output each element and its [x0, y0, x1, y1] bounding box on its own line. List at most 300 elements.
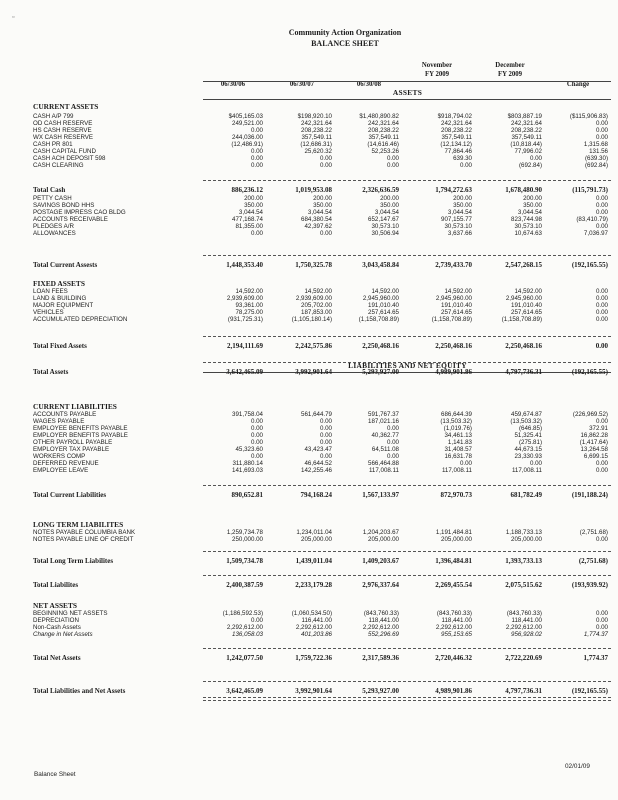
- row-label: FIXED ASSETS: [33, 279, 85, 288]
- cell-value: 187,021.16: [368, 418, 399, 425]
- section-title-assets: ASSETS: [392, 88, 423, 97]
- cell-value: 477,168.74: [232, 216, 263, 223]
- total-row: [0, 557, 618, 566]
- cell-value: 117,008.11: [368, 467, 399, 474]
- cell-value: 2,292,612.00: [295, 624, 332, 631]
- cell-value: (12,134.12): [440, 141, 472, 148]
- cell-value: 357,549.11: [368, 134, 399, 141]
- cell-value: 0.00: [250, 155, 263, 162]
- cell-value: 1,393,733.13: [505, 557, 542, 565]
- cell-value: (931,725.31): [227, 316, 263, 323]
- row-label: CASH PR 801: [33, 141, 73, 148]
- cell-value: 2,233,179.28: [295, 581, 332, 589]
- cell-value: 0.00: [386, 453, 399, 460]
- cell-value: 1,234,011.04: [296, 529, 332, 536]
- column-header-2008: [337, 71, 401, 89]
- footer-left: Balance Sheet: [34, 771, 76, 778]
- column-header-2006: [201, 71, 265, 89]
- column-header-november: [403, 61, 471, 79]
- cell-value: 0.00: [595, 342, 608, 350]
- section-title-liabilities: LIABILITIES AND NET EQUITY: [348, 361, 467, 370]
- row-label: LONG TERM LIABILITES: [33, 520, 124, 529]
- cell-value: 51,325.41: [514, 432, 542, 439]
- cell-value: (1,105,180.14): [291, 316, 332, 323]
- cell-value: (1,417.64): [579, 439, 608, 446]
- cell-value: 652,147.67: [368, 216, 399, 223]
- cell-value: 0.00: [595, 624, 608, 631]
- column-header-line1: November: [421, 62, 453, 69]
- cell-value: 0.00: [386, 155, 399, 162]
- cell-value: 205,000.00: [511, 536, 542, 543]
- section-heading-row: [0, 102, 618, 111]
- cell-value: 566,464.88: [368, 460, 399, 467]
- cell-value: $405,165.03: [228, 113, 263, 120]
- cell-value: 93,361.00: [235, 302, 263, 309]
- total-row: [0, 368, 618, 377]
- cell-value: 118,441.00: [441, 617, 472, 624]
- row-label: HS CASH RESERVE: [33, 127, 92, 134]
- row-label: CURRENT ASSETS: [33, 102, 99, 111]
- cell-value: 244,036.00: [232, 134, 263, 141]
- total-row: [0, 687, 618, 696]
- cell-value: 2,945,960.00: [435, 295, 472, 302]
- cell-value: 872,970.73: [440, 491, 472, 499]
- cell-value: 6,699.15: [583, 453, 608, 460]
- cell-value: 191,010.40: [511, 302, 542, 309]
- cell-value: 3,043,458.84: [362, 261, 399, 269]
- cell-value: 0.00: [319, 439, 332, 446]
- cell-value: 0.00: [319, 453, 332, 460]
- cell-value: (226,969.52): [572, 411, 608, 418]
- subtotal-rule: [203, 681, 611, 682]
- cell-value: 208,238.22: [511, 127, 542, 134]
- cell-value: 0.00: [250, 439, 263, 446]
- cell-value: 205,000.00: [301, 536, 332, 543]
- column-header-line2: 06/30/07: [289, 81, 315, 88]
- row-label: LOAN FEES: [33, 288, 68, 295]
- cell-value: 5,293,927.00: [362, 687, 399, 695]
- cell-value: 30,573.10: [444, 223, 472, 230]
- table-row: [0, 466, 618, 475]
- cell-value: 242,321.64: [441, 120, 472, 127]
- scan-mark: ▫: [12, 14, 15, 21]
- column-header-line1: [201, 71, 265, 80]
- cell-value: 14,592.00: [235, 288, 263, 295]
- cell-value: 1,774.37: [583, 654, 608, 662]
- row-label: PETTY CASH: [33, 195, 72, 202]
- cell-value: (12,686.31): [300, 141, 332, 148]
- cell-value: 684,380.54: [301, 216, 332, 223]
- cell-value: 2,739,433.70: [435, 261, 472, 269]
- cell-value: 0.00: [595, 288, 608, 295]
- table-row: [0, 229, 618, 238]
- row-label: Total Current Assests: [33, 261, 98, 269]
- cell-value: (1,158,708.89): [431, 316, 472, 323]
- row-label: NOTES PAYABLE COLUMBIA BANK: [33, 529, 136, 536]
- cell-value: 118,441.00: [368, 617, 399, 624]
- cell-value: 2,400,387.59: [226, 581, 263, 589]
- cell-value: 2,547,268.15: [505, 261, 542, 269]
- cell-value: 13,264.58: [580, 446, 608, 453]
- row-label: POSTAGE IMPRESS CAO BLDG: [33, 209, 126, 216]
- row-label: CASH CAPITAL FUND: [33, 148, 96, 155]
- row-label: NET ASSETS: [33, 601, 78, 610]
- double-underline: [203, 697, 611, 701]
- total-row: [0, 654, 618, 663]
- row-label: DEPRECIATION: [33, 617, 79, 624]
- cell-value: 0.00: [595, 309, 608, 316]
- cell-value: 1,315.68: [583, 141, 608, 148]
- cell-value: 0.00: [319, 230, 332, 237]
- cell-value: (843,760.33): [363, 610, 399, 617]
- cell-value: 1,509,734.78: [226, 557, 263, 565]
- cell-value: 0.00: [250, 453, 263, 460]
- cell-value: (1,019.76): [443, 425, 472, 432]
- cell-value: 40,362.77: [371, 432, 399, 439]
- cell-value: 0.00: [319, 425, 332, 432]
- cell-value: 77,996.02: [514, 148, 542, 155]
- cell-value: 0.00: [250, 230, 263, 237]
- row-label: WX CASH RESERVE: [33, 134, 94, 141]
- cell-value: 0.00: [595, 418, 608, 425]
- cell-value: 14,592.00: [304, 288, 332, 295]
- table-row: [0, 315, 618, 324]
- cell-value: 208,238.22: [368, 127, 399, 134]
- row-label: DEFERRED REVENUE: [33, 460, 99, 467]
- cell-value: 0.00: [250, 617, 263, 624]
- cell-value: 2,250,468.16: [505, 342, 542, 350]
- cell-value: 200.00: [453, 195, 472, 202]
- cell-value: 0.00: [250, 148, 263, 155]
- cell-value: 257,614.65: [511, 309, 542, 316]
- cell-value: (192,165.55): [571, 368, 608, 376]
- cell-value: 257,614.65: [441, 309, 472, 316]
- cell-value: 16,631.78: [444, 453, 472, 460]
- table-row: [0, 161, 618, 170]
- cell-value: 0.00: [319, 155, 332, 162]
- cell-value: 372.91: [589, 425, 608, 432]
- cell-value: 3,044.54: [374, 209, 399, 216]
- column-header-line1: December: [495, 62, 525, 69]
- cell-value: 591,767.37: [368, 411, 399, 418]
- cell-value: 0.00: [529, 460, 542, 467]
- row-label: ACCOUNTS PAYABLE: [33, 411, 97, 418]
- sheet-title: BALANCE SHEET: [311, 39, 379, 48]
- cell-value: 200.00: [244, 195, 263, 202]
- subtotal-rule: [203, 551, 611, 552]
- row-label: NOTES PAYABLE LINE OF CREDIT: [33, 536, 134, 543]
- cell-value: 823,744.98: [511, 216, 542, 223]
- cell-value: 242,321.64: [368, 120, 399, 127]
- cell-value: 0.00: [595, 617, 608, 624]
- cell-value: (639.30): [584, 155, 608, 162]
- row-label: Total Fixed Assets: [33, 342, 87, 350]
- cell-value: (646.85): [518, 425, 542, 432]
- subtotal-rule: [203, 336, 611, 337]
- cell-value: (1,158,708.89): [501, 316, 542, 323]
- cell-value: (1,060,534.50): [291, 610, 332, 617]
- cell-value: 0.00: [595, 467, 608, 474]
- cell-value: (692.84): [584, 162, 608, 169]
- cell-value: (2,751.68): [578, 557, 608, 565]
- cell-value: 200.00: [380, 195, 399, 202]
- column-header-2007: [269, 71, 335, 89]
- cell-value: 42,397.62: [304, 223, 332, 230]
- row-label: CASH ACH DEPOSIT 598: [33, 155, 106, 162]
- cell-value: 0.00: [250, 425, 263, 432]
- cell-value: (1,186,592.53): [222, 610, 263, 617]
- cell-value: 116,441.00: [301, 617, 332, 624]
- cell-value: 1,678,480.90: [505, 186, 542, 194]
- row-label: Total Liabilities and Net Assets: [33, 687, 126, 695]
- cell-value: 2,722,220.69: [505, 654, 542, 662]
- cell-value: 142,255.46: [301, 467, 332, 474]
- cell-value: 14,592.00: [371, 288, 399, 295]
- cell-value: 1,019,953.08: [295, 186, 332, 194]
- cell-value: 191,010.40: [441, 302, 472, 309]
- column-header-line2: 06/30/06: [220, 81, 246, 88]
- cell-value: 23,330.93: [514, 453, 542, 460]
- cell-value: 34,461.13: [444, 432, 472, 439]
- cell-value: 43,423.47: [304, 446, 332, 453]
- cell-value: 1,448,353.40: [226, 261, 263, 269]
- cell-value: 187,853.00: [301, 309, 332, 316]
- cell-value: 200.00: [523, 195, 542, 202]
- cell-value: 350.00: [380, 202, 399, 209]
- subtotal-rule: [203, 575, 611, 576]
- row-label: Total Long Term Liabilites: [33, 557, 114, 565]
- cell-value: 0.00: [459, 162, 472, 169]
- row-label: VEHICLES: [33, 309, 64, 316]
- column-header-line1: [547, 71, 609, 80]
- row-label: EMPLOYER BENEFITS PAYABLE: [33, 432, 128, 439]
- cell-value: 890,652.81: [231, 491, 263, 499]
- cell-value: 1,259,734.78: [226, 529, 263, 536]
- cell-value: 2,976,337.64: [362, 581, 399, 589]
- total-row: [0, 491, 618, 500]
- cell-value: 3,044.54: [238, 209, 263, 216]
- column-header-december: [476, 61, 544, 79]
- cell-value: 0.00: [319, 418, 332, 425]
- cell-value: 1,567,133.97: [362, 491, 399, 499]
- cell-value: 357,549.11: [301, 134, 332, 141]
- organization-name: Community Action Organization: [288, 28, 402, 37]
- cell-value: 2,194,111.69: [227, 342, 263, 350]
- cell-value: (192,165.55): [571, 261, 608, 269]
- cell-value: 0.00: [595, 127, 608, 134]
- section-rule: [203, 99, 611, 100]
- cell-value: 205,702.00: [301, 302, 332, 309]
- column-header-line2: FY 2009: [424, 71, 450, 78]
- cell-value: 459,674.87: [511, 411, 542, 418]
- cell-value: 0.00: [595, 302, 608, 309]
- cell-value: 686,644.39: [441, 411, 472, 418]
- table-row: [0, 535, 618, 544]
- column-header-line2: Change: [566, 81, 590, 88]
- row-label: Change in Net Assets: [33, 631, 93, 638]
- cell-value: 1,141.83: [447, 439, 472, 446]
- cell-value: 955,153.65: [441, 631, 472, 638]
- cell-value: 391,758.04: [232, 411, 263, 418]
- row-label: Total Liabilites: [33, 581, 79, 589]
- report-header: [230, 27, 460, 49]
- cell-value: 0.00: [595, 209, 608, 216]
- cell-value: 4,989,901.86: [435, 687, 472, 695]
- cell-value: (843,760.33): [436, 610, 472, 617]
- cell-value: 2,945,960.00: [505, 295, 542, 302]
- cell-value: 1,191,484.81: [435, 529, 472, 536]
- cell-value: 131.56: [589, 148, 608, 155]
- cell-value: 2,242,575.86: [295, 342, 332, 350]
- row-label: EMPLOYEE BENEFITS PAYABLE: [33, 425, 128, 432]
- row-label: EMPLOYEE LEAVE: [33, 467, 89, 474]
- total-row: [0, 581, 618, 590]
- cell-value: 3,637.66: [447, 230, 472, 237]
- cell-value: 2,939,609.00: [226, 295, 263, 302]
- row-label: WAGES PAYABLE: [33, 418, 85, 425]
- cell-value: 907,155.77: [441, 216, 472, 223]
- cell-value: 357,549.11: [511, 134, 542, 141]
- cell-value: 350.00: [523, 202, 542, 209]
- row-label: Total Current Liabilities: [33, 491, 107, 499]
- cell-value: (192,165.55): [571, 687, 608, 695]
- column-header-line1: [337, 71, 401, 80]
- cell-value: 401,203.86: [301, 631, 332, 638]
- cell-value: (115,791.73): [572, 186, 608, 194]
- cell-value: 357,549.11: [441, 134, 472, 141]
- cell-value: (14,616.46): [367, 141, 399, 148]
- cell-value: 0.00: [529, 155, 542, 162]
- cell-value: 78,275.00: [235, 309, 263, 316]
- cell-value: 118,441.00: [511, 617, 542, 624]
- cell-value: 30,573.10: [371, 223, 399, 230]
- cell-value: 561,644.79: [301, 411, 332, 418]
- row-label: BEGINNING NET ASSETS: [33, 610, 108, 617]
- cell-value: (275.81): [518, 439, 542, 446]
- cell-value: 1,204,203.67: [362, 529, 399, 536]
- cell-value: 191,010.40: [368, 302, 399, 309]
- cell-value: 0.00: [595, 134, 608, 141]
- header-rule: [203, 81, 611, 82]
- cell-value: 1,759,722.36: [295, 654, 332, 662]
- cell-value: 31,408.57: [444, 446, 472, 453]
- row-label: OTHER PAYROLL PAYABLE: [33, 439, 113, 446]
- cell-value: 0.00: [595, 120, 608, 127]
- cell-value: 45,323.60: [235, 446, 263, 453]
- cell-value: 1,750,325.78: [295, 261, 332, 269]
- cell-value: 0.00: [386, 162, 399, 169]
- cell-value: 10,674.63: [514, 230, 542, 237]
- row-label: ACCUMULATED DEPRECIATION: [33, 316, 128, 323]
- cell-value: 0.00: [250, 432, 263, 439]
- cell-value: 0.00: [595, 202, 608, 209]
- row-label: Non-Cash Assets: [33, 624, 81, 631]
- cell-value: $918,794.02: [437, 113, 472, 120]
- subtotal-rule: [203, 255, 611, 256]
- cell-value: 3,642,465.09: [226, 368, 263, 376]
- cell-value: 1,396,484.81: [435, 557, 472, 565]
- cell-value: 350.00: [313, 202, 332, 209]
- cell-value: 681,782.49: [510, 491, 542, 499]
- cell-value: 30,573.10: [514, 223, 542, 230]
- row-label: Total Net Assets: [33, 654, 81, 662]
- cell-value: 2,269,455.54: [435, 581, 472, 589]
- cell-value: 4,989,901.86: [435, 368, 472, 376]
- cell-value: 200.00: [313, 195, 332, 202]
- cell-value: (13,503.32): [510, 418, 542, 425]
- cell-value: 886,236.12: [231, 186, 263, 194]
- row-label: SAVINGS BOND HHS: [33, 202, 95, 209]
- cell-value: (2,751.68): [579, 529, 608, 536]
- subtotal-rule: [203, 648, 611, 649]
- subtotal-rule: [203, 362, 611, 363]
- cell-value: 4,797,736.31: [505, 687, 542, 695]
- cell-value: (83,410.79): [576, 216, 608, 223]
- cell-value: 2,292,612.00: [505, 624, 542, 631]
- cell-value: 3,044.54: [307, 209, 332, 216]
- cell-value: 52,253.26: [371, 148, 399, 155]
- row-label: EMPLOYER TAX PAYABLE: [33, 446, 110, 453]
- cell-value: 2,292,612.00: [362, 624, 399, 631]
- cell-value: 117,008.11: [441, 467, 472, 474]
- cell-value: 0.00: [250, 162, 263, 169]
- cell-value: 0.00: [595, 610, 608, 617]
- row-label: Total Assets: [33, 368, 69, 376]
- row-label: Total Cash: [33, 186, 66, 194]
- cell-value: 46,644.52: [304, 460, 332, 467]
- cell-value: 2,720,446.32: [435, 654, 472, 662]
- cell-value: $1,480,890.82: [359, 113, 399, 120]
- cell-value: 3,642,465.09: [226, 687, 263, 695]
- cell-value: 7,036.97: [583, 230, 608, 237]
- cell-value: 208,238.22: [301, 127, 332, 134]
- cell-value: 2,250,468.16: [435, 342, 472, 350]
- cell-value: 3,044.54: [447, 209, 472, 216]
- cell-value: 117,008.11: [511, 467, 542, 474]
- row-label: PLEDGES A/R: [33, 223, 74, 230]
- cell-value: 0.00: [595, 316, 608, 323]
- cell-value: 794,168.24: [300, 491, 332, 499]
- subtotal-rule: [203, 485, 611, 486]
- row-label: ALLOWANCES: [33, 230, 76, 237]
- cell-value: (1,158,708.89): [358, 316, 399, 323]
- column-header-line2: 06/30/08: [356, 81, 382, 88]
- row-label: CASH A/P 799: [33, 113, 74, 120]
- cell-value: 14,592.00: [514, 288, 542, 295]
- cell-value: $198,920.10: [297, 113, 332, 120]
- cell-value: 350.00: [453, 202, 472, 209]
- cell-value: 2,939,609.00: [295, 295, 332, 302]
- cell-value: 0.00: [595, 223, 608, 230]
- cell-value: 2,292,612.00: [435, 624, 472, 631]
- column-header-change: [547, 71, 609, 89]
- cell-value: 257,614.65: [368, 309, 399, 316]
- cell-value: 5,293,927.00: [362, 368, 399, 376]
- cell-value: 350.00: [244, 202, 263, 209]
- cell-value: 205,000.00: [441, 536, 472, 543]
- cell-value: 639.30: [453, 155, 472, 162]
- cell-value: 205,000.00: [368, 536, 399, 543]
- cell-value: 3,044.54: [517, 209, 542, 216]
- row-label: ACCOUNTS RECEIVABLE: [33, 216, 108, 223]
- cell-value: 81,355.00: [235, 223, 263, 230]
- cell-value: (843,760.33): [506, 610, 542, 617]
- cell-value: 25,620.32: [304, 148, 332, 155]
- cell-value: 3,992,901.64: [295, 368, 332, 376]
- cell-value: 0.00: [595, 295, 608, 302]
- cell-value: 1,774.37: [583, 631, 608, 638]
- cell-value: 0.00: [459, 460, 472, 467]
